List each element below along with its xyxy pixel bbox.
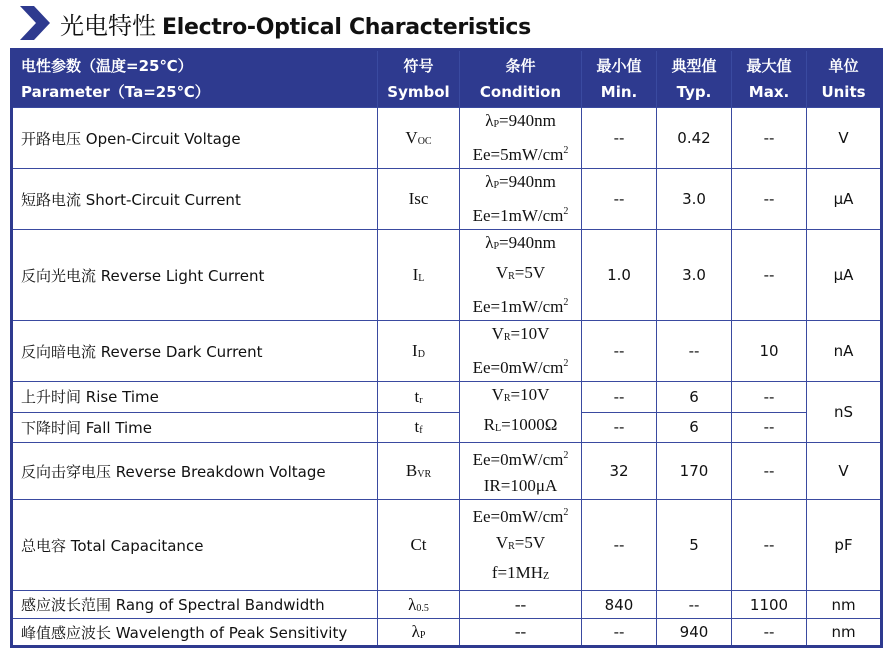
header-condition: 条件 Condition [460,50,582,108]
header-symbol: 符号 Symbol [378,50,460,108]
condition-line: $Ee=1mW/cm^2$ [472,206,569,225]
condition-line: $Ee=0mW/cm^2$ [472,450,569,469]
condition-line: $V_R=10V$ [491,324,550,343]
max-cell: -- [732,500,807,591]
symbol-cell: Isc [378,169,460,230]
table-row [12,591,882,619]
table-row [12,169,882,230]
max-cell: -- [732,382,807,413]
condition-line: $Ee=0mW/cm^2$ [472,507,569,526]
table-row [12,382,882,413]
condition-cell [460,591,582,619]
symbol-cell: $I_D$ [378,321,460,382]
unit-cell: nm [807,619,882,647]
condition-cell [460,619,582,647]
max-cell: 10 [732,321,807,382]
table-row [12,619,882,647]
table-row [12,230,882,321]
condition-cell [460,108,582,169]
parameter-cell: 峰值感应波长 Wavelength of Peak Sensitivity [12,619,378,647]
condition-line: -- [514,594,527,614]
condition-line: $R_L=1000\Omega$ [483,415,558,434]
condition-line: $Ee=0mW/cm^2$ [472,358,569,377]
parameter-cell: 上升时间 Rise Time [12,382,378,413]
parameter-cell: 下降时间 Fall Time [12,412,378,443]
header-parameter: 电性参数（温度=25℃） Parameter（Ta=25℃） [12,50,378,108]
header-typ: 典型值 Typ. [657,50,732,108]
typ-cell: 940 [657,619,732,647]
title-en: Electro-Optical Characteristics [162,14,531,40]
min-cell: -- [582,619,657,647]
min-cell: -- [582,412,657,443]
typ-cell: 170 [657,443,732,500]
max-cell: -- [732,619,807,647]
symbol-cell: $\lambda_P$ [378,619,460,647]
parameter-cell: 反向暗电流 Reverse Dark Current [12,321,378,382]
parameter-cell: 反向光电流 Reverse Light Current [12,230,378,321]
unit-cell: nA [807,321,882,382]
condition-line: $\lambda_P=940nm$ [485,233,556,252]
min-cell: -- [582,500,657,591]
unit-cell: V [807,443,882,500]
min-cell: 1.0 [582,230,657,321]
condition-cell [460,382,582,443]
condition-line: $V_R=5V$ [495,533,546,552]
condition-line: $Ee=1mW/cm^2$ [472,297,569,316]
parameter-cell: 总电容 Total Capacitance [12,500,378,591]
typ-cell: 0.42 [657,108,732,169]
min-cell: -- [582,382,657,413]
table-row [12,321,882,382]
table-row [12,412,882,443]
unit-cell: V [807,108,882,169]
typ-cell: -- [657,591,732,619]
parameter-cell: 开路电压 Open-Circuit Voltage [12,108,378,169]
condition-cell [460,230,582,321]
characteristics-table [10,48,883,648]
condition-line: -- [514,622,527,641]
symbol-cell: $t_f$ [378,412,460,443]
condition-line: IR=100μA [483,476,558,495]
condition-line: $f=1MH_Z$ [491,563,550,582]
table-header [12,50,882,108]
table-row [12,500,882,591]
unit-cell: nS [807,382,882,443]
typ-cell: 6 [657,412,732,443]
min-cell: 840 [582,591,657,619]
typ-cell: 6 [657,382,732,413]
condition-line: $Ee=5mW/cm^2$ [472,145,569,164]
title-cn: 光电特性 [60,11,156,40]
min-cell: -- [582,169,657,230]
table-row [12,443,882,500]
symbol-cell: Ct [378,500,460,591]
symbol-cell: $I_L$ [378,230,460,321]
parameter-cell: 短路电流 Short-Circuit Current [12,169,378,230]
max-cell: -- [732,169,807,230]
parameter-cell: 反向击穿电压 Reverse Breakdown Voltage [12,443,378,500]
unit-cell: μA [807,169,882,230]
symbol-cell: $V_{OC}$ [378,108,460,169]
max-cell: -- [732,108,807,169]
max-cell: 1100 [732,591,807,619]
symbol-cell: $B_{VR}$ [378,443,460,500]
condition-cell [460,321,582,382]
min-cell: -- [582,321,657,382]
chevron-right-icon [20,6,50,40]
typ-cell: 5 [657,500,732,591]
header-units: 单位 Units [807,50,882,108]
symbol-cell: $\lambda_{0.5}$ [378,591,460,619]
symbol-cell: $t_r$ [378,382,460,413]
condition-cell [460,169,582,230]
min-cell: -- [582,108,657,169]
unit-cell: nm [807,591,882,619]
max-cell: -- [732,230,807,321]
header-min: 最小值 Min. [582,50,657,108]
condition-cell [460,500,582,591]
typ-cell: -- [657,321,732,382]
parameter-cell: 感应波长范围 Rang of Spectral Bandwidth [12,591,378,619]
condition-line: $\lambda_P=940nm$ [485,172,556,191]
condition-cell [460,443,582,500]
condition-line: $V_R=10V$ [491,385,550,404]
typ-cell: 3.0 [657,169,732,230]
unit-cell: μA [807,230,882,321]
table-row [12,108,882,169]
unit-cell: pF [807,500,882,591]
section-title [20,4,531,42]
condition-line: $V_R=5V$ [495,263,546,282]
max-cell: -- [732,412,807,443]
typ-cell: 3.0 [657,230,732,321]
condition-line: $\lambda_P=940nm$ [485,111,556,130]
min-cell: 32 [582,443,657,500]
max-cell: -- [732,443,807,500]
header-max: 最大值 Max. [732,50,807,108]
